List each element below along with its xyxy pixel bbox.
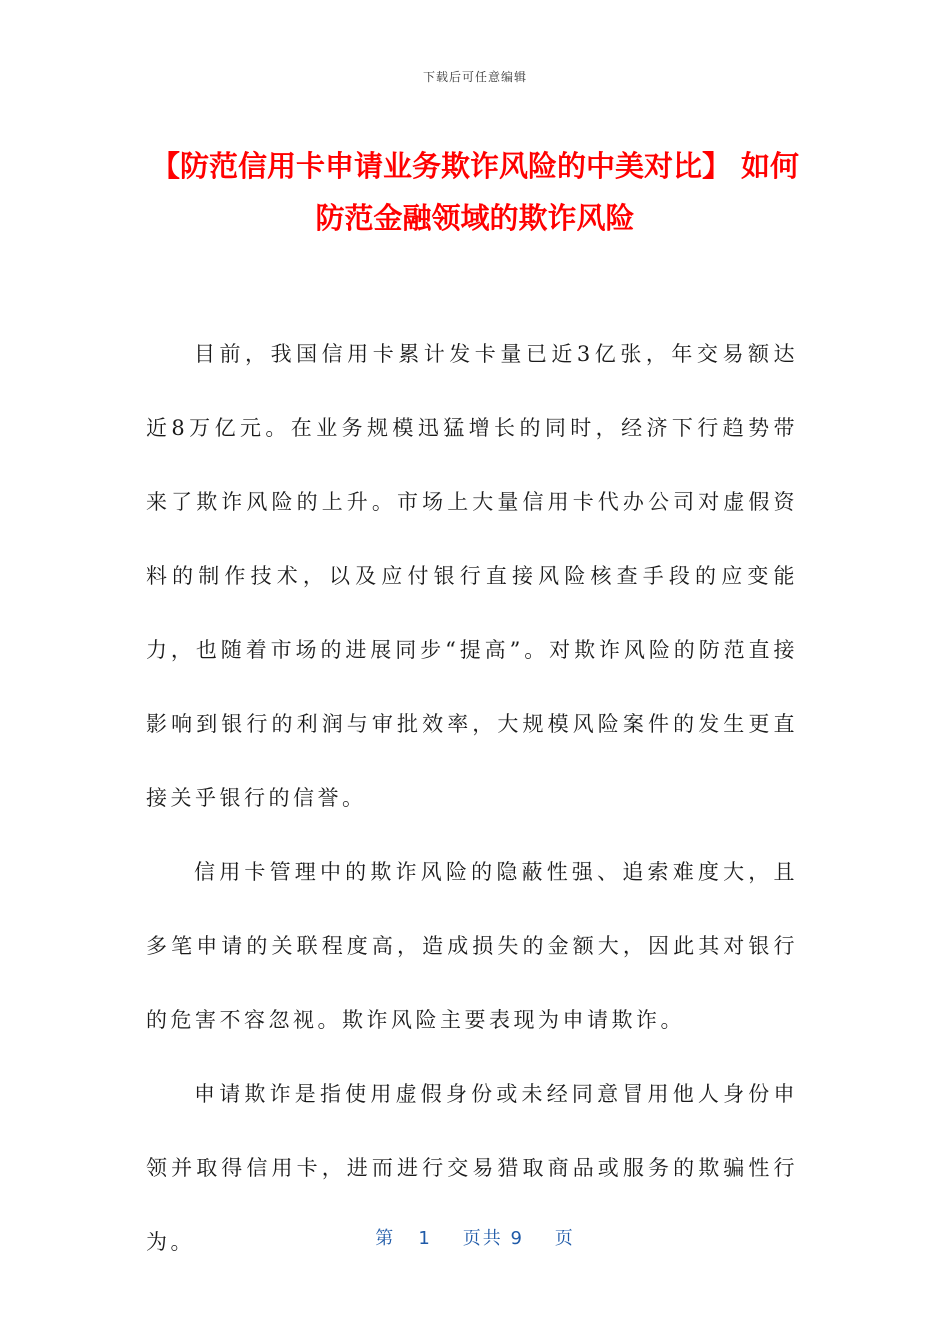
paragraph-2: 信用卡管理中的欺诈风险的隐蔽性强、追索难度大，且多笔申请的关联程度高，造成损失的金额大，因此其对银行的危害不容忽视。欺诈风险主要表现为申请欺诈。 <box>146 860 798 1032</box>
header-note: 下载后可任意编辑 <box>422 70 527 84</box>
footer-total-pages: 9 <box>510 1228 524 1249</box>
footer-page-number: 1 <box>418 1228 432 1249</box>
paragraph-1: 目前，我国信用卡累计发卡量已近3亿张，年交易额达近8万亿元。在业务规模迅猛增长的同时，经济下行趋势带来了欺诈风险的上升。市场上大量信用卡代办公司对虚假资料的制作技术，以及应付银行直接风险核查手段的应变能力，也随着市场的进展同步“提高”。对欺诈风险的防范直接影响到银行的利润与审批效率，大规模风险案件的发生更直接关乎银行的信誉。 <box>146 342 798 810</box>
document-body <box>146 317 798 1279</box>
page-footer <box>0 1224 950 1250</box>
paragraph-3: 申请欺诈是指使用虚假身份或未经同意冒用他人身份申领并取得信用卡，进而进行交易猎取商品或服务的欺骗性行为。 <box>146 1082 798 1254</box>
footer-prefix: 第 <box>375 1228 396 1249</box>
footer-middle: 页共 <box>462 1228 503 1249</box>
footer-suffix: 页 <box>554 1228 575 1249</box>
document-title: 【防范信用卡申请业务欺诈风险的中美对比】 如何防范金融领域的欺诈风险 <box>150 149 800 235</box>
